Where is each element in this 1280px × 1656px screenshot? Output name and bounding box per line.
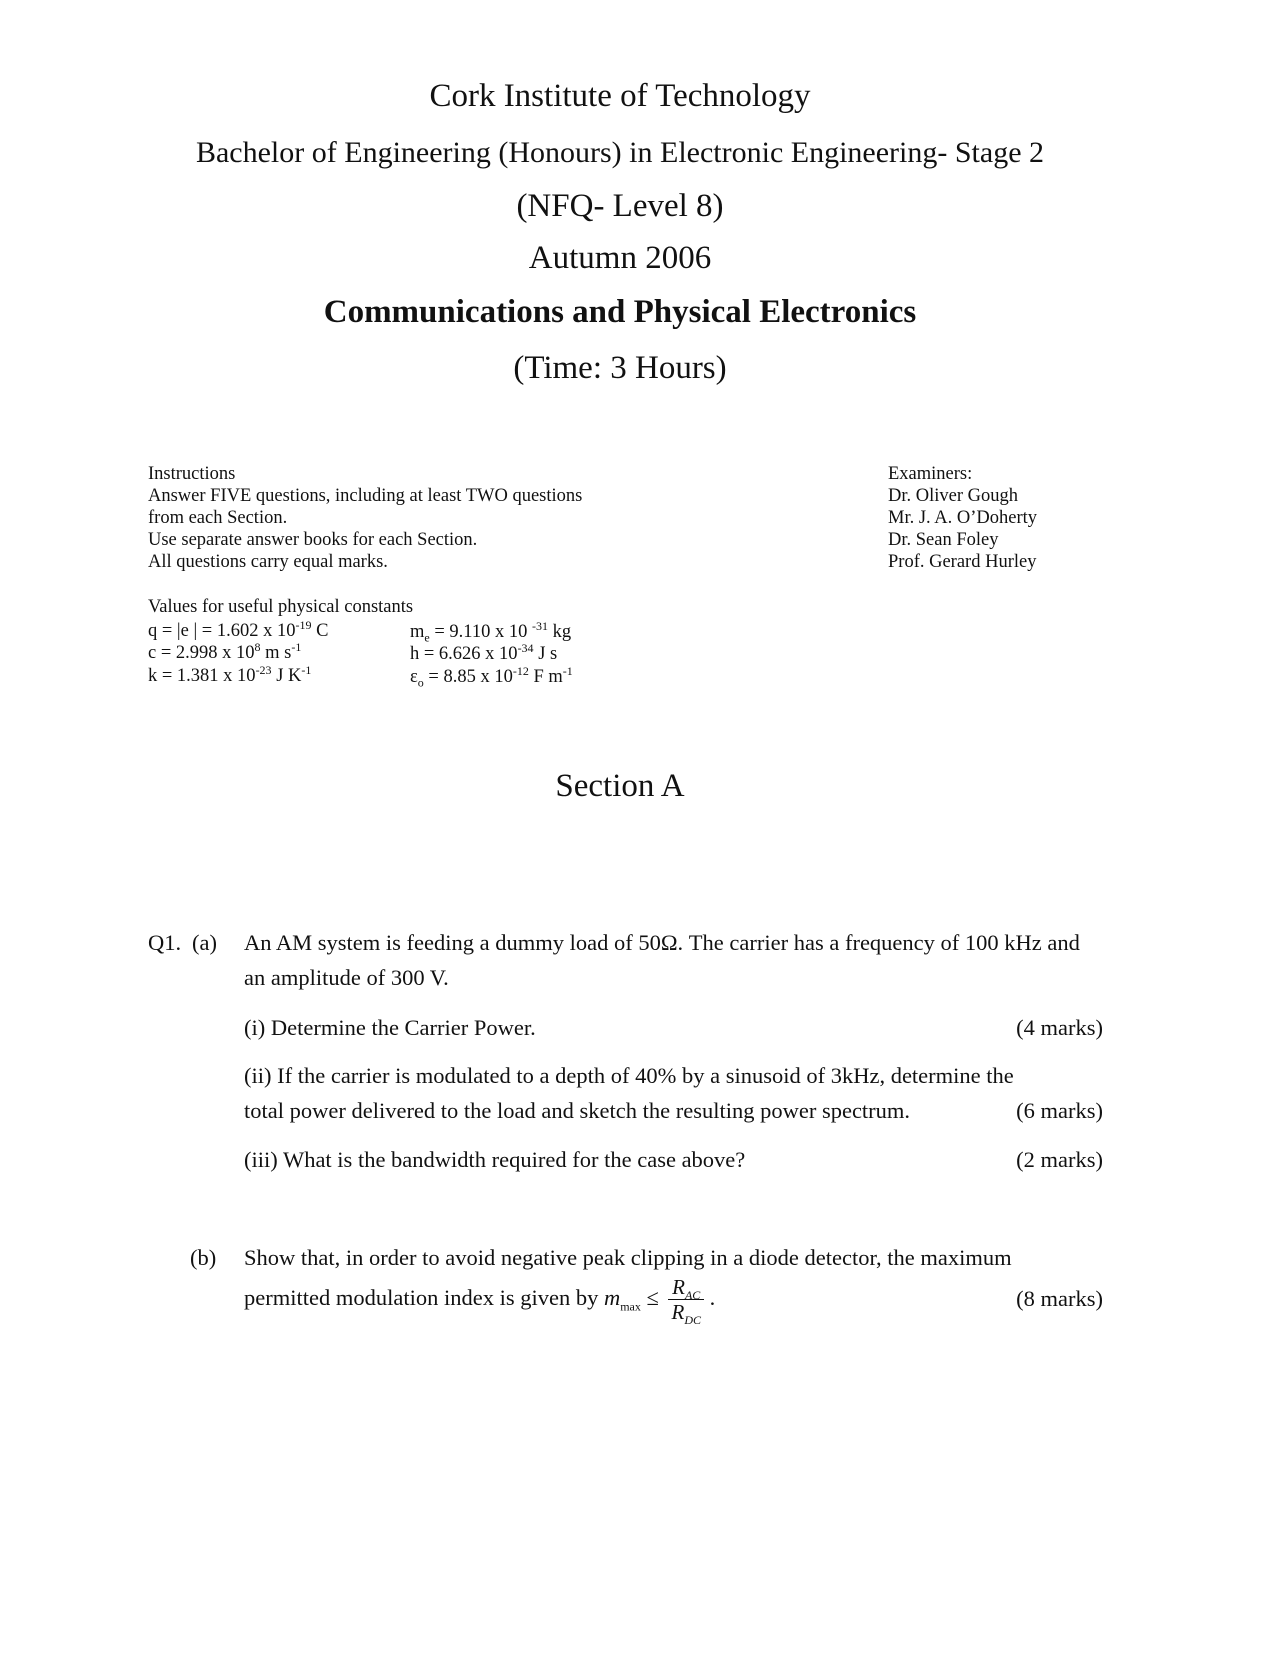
- constants-heading: Values for useful physical constants: [148, 597, 414, 617]
- question-part-label: (a): [192, 930, 217, 955]
- instructions-line: Use separate answer books for each Section.: [148, 530, 478, 550]
- examiner-name: Dr. Oliver Gough: [888, 486, 1018, 506]
- question-b-text: permitted modulation index is given by: [244, 1285, 599, 1310]
- constant-electron-charge: q = |e | = 1.602 x $10^{-19}$ C: [148, 617, 329, 641]
- fraction-denominator: $R_{DC}$: [671, 1300, 701, 1328]
- formula-period: .: [709, 1285, 716, 1310]
- examiner-name: Prof. Gerard Hurley: [888, 552, 1037, 572]
- instructions-heading: Instructions: [148, 464, 236, 484]
- constant-planck: h = 6.626 x $10^{-34}$ J s: [410, 640, 558, 664]
- marks-label: (4 marks): [1016, 1015, 1103, 1040]
- question-subpart-iii: (iii) What is the bandwidth required for the case above?: [244, 1147, 746, 1172]
- exam-term: Autumn 2006: [528, 240, 712, 276]
- fraction-numerator: $R_{AC}$: [668, 1275, 704, 1300]
- resistance-ratio-fraction: [668, 1275, 704, 1328]
- constant-electron-mass: $m_e = 9.110$ x 10 $^{-31}$ kg: [410, 618, 572, 645]
- instructions-line: from each Section.: [148, 508, 288, 528]
- marks-label: (8 marks): [1016, 1286, 1103, 1311]
- question-number: Q1.: [148, 930, 182, 955]
- modulation-index-symbol: $m_{max}$: [603, 1285, 641, 1314]
- examiners-block: [888, 463, 1148, 573]
- question-subpart-i: (i) Determine the Carrier Power.: [244, 1015, 536, 1040]
- examiner-name: Dr. Sean Foley: [888, 530, 999, 550]
- exam-duration: (Time: 3 Hours): [513, 350, 727, 386]
- marks-label: (2 marks): [1016, 1147, 1103, 1172]
- leq-symbol: ≤: [646, 1285, 659, 1310]
- question-subpart-ii-line: total power delivered to the load and sketch the resulting power spectrum.: [244, 1098, 911, 1123]
- marks-label: (6 marks): [1016, 1098, 1103, 1123]
- institution-title: Cork Institute of Technology: [429, 78, 811, 114]
- constant-boltzmann: k = 1.381 x $10^{-23}$ J $K^{-1}$: [148, 662, 312, 686]
- examiner-name: Mr. J. A. O’Doherty: [888, 508, 1038, 528]
- instructions-block: [148, 463, 668, 573]
- examiners-heading: Examiners:: [888, 464, 973, 484]
- question-intro: An AM system is feeding a dummy load of 50Ω. The carrier has a frequency of 100 kHz and an amplitude of 300 V.: [244, 930, 1080, 990]
- constant-permittivity: $\varepsilon_o = 8.85$ x $10^{-12}$ F $m^{-1}$: [410, 663, 573, 690]
- instructions-line: All questions carry equal marks.: [148, 552, 388, 572]
- question-b-line: Show that, in order to avoid negative peak clipping in a diode detector, the maximum: [244, 1245, 1012, 1270]
- section-title: Section A: [555, 768, 685, 804]
- course-title: Communications and Physical Electronics: [323, 294, 917, 330]
- constant-speed-of-light: c = 2.998 x $10^8$ m $s^{-1}$: [148, 639, 302, 663]
- question-subpart-ii-line: (ii) If the carrier is modulated to a depth of 40% by a sinusoid of 3kHz, determine the: [244, 1063, 1014, 1088]
- nfq-level: (NFQ- Level 8): [516, 188, 724, 224]
- instructions-line: Answer FIVE questions, including at least TWO questions: [148, 486, 583, 506]
- question-part-label: (b): [190, 1245, 217, 1270]
- programme-title: Bachelor of Engineering (Honours) in Electronic Engineering- Stage 2: [195, 136, 1045, 169]
